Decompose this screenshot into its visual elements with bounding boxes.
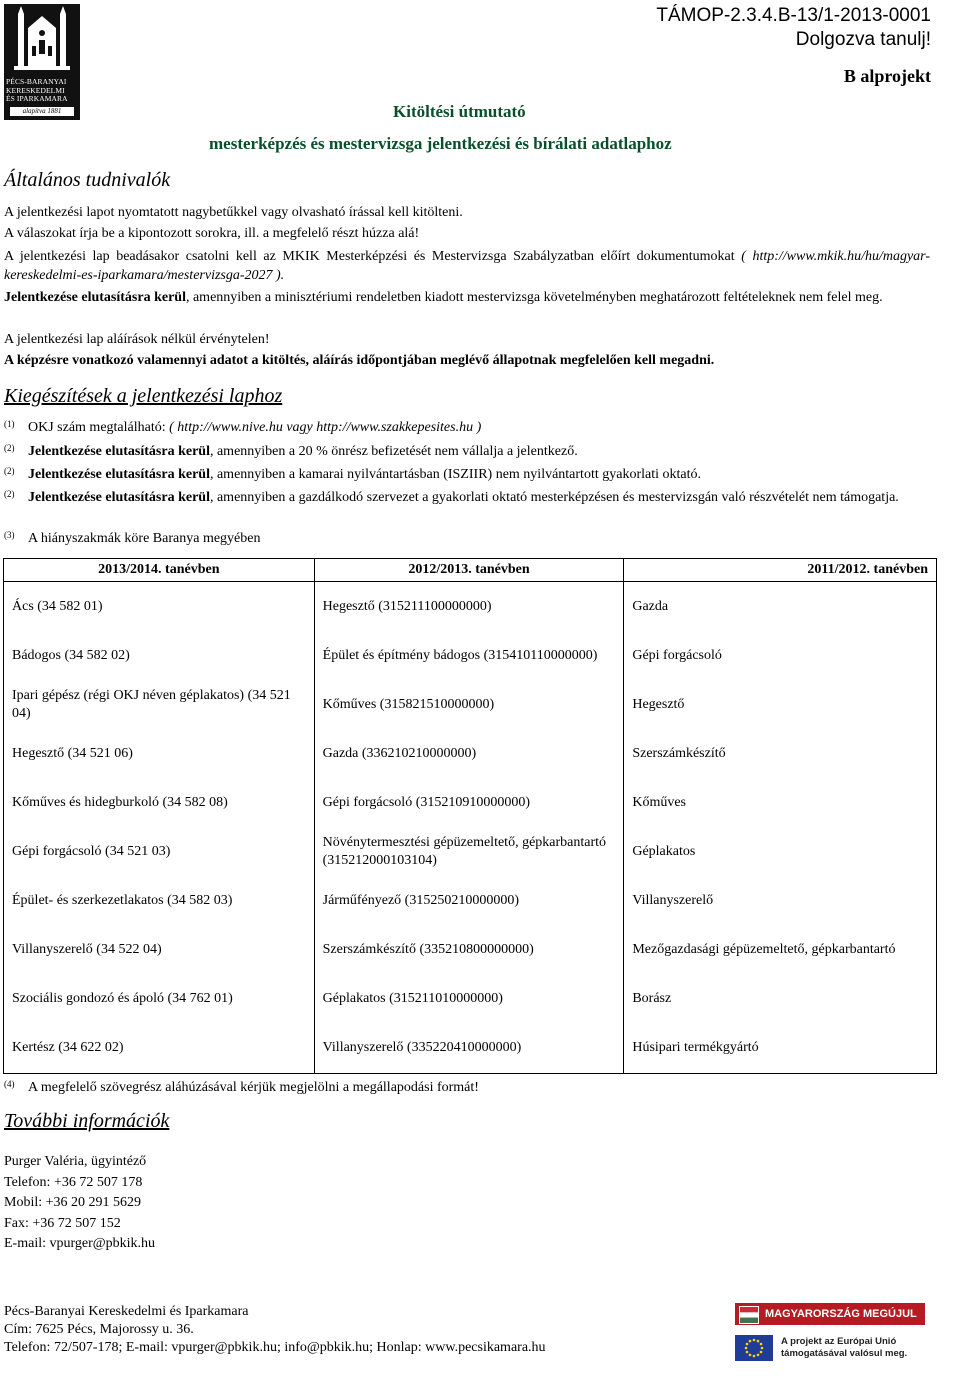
hungary-renews-banner: MAGYARORSZÁG MEGÚJUL (735, 1303, 925, 1325)
rejection-bold: Jelentkezése elutasításra kerül (28, 444, 210, 459)
table-cell: Borász (624, 975, 937, 1024)
note-marker: (2) (4, 489, 15, 499)
document-title: Kitöltési útmutató (393, 102, 526, 121)
project-code: TÁMOP-2.3.4.B-13/1-2013-0001 (656, 5, 931, 26)
note-marker: (2) (4, 466, 15, 476)
note-marker: (1) (4, 419, 15, 429)
table-cell: Hegesztő (34 521 06) (4, 730, 315, 779)
general-p6: A képzésre vonatkozó valamennyi adatot a kitöltés, aláírás időpontjában meglévő állapotnak megfelelően kell megadni. (4, 353, 715, 368)
table-cell: Gépi forgácsoló (315210910000000) (314, 779, 624, 828)
table-cell: Növénytermesztési gépüzemeltető, gépkarbantartó (315212000103104) (314, 828, 624, 877)
supplements-heading: Kiegészítések a jelentkezési laphoz (4, 385, 283, 407)
table-cell: Villanyszerelő (335220410000000) (314, 1024, 624, 1074)
general-p4 (4, 288, 930, 307)
eu-support-banner (735, 1331, 925, 1365)
table-header-2011: 2011/2012. tanévben (624, 559, 937, 582)
table-row (4, 877, 937, 926)
contact-mobile: Mobil: +36 20 291 5629 (4, 1195, 142, 1210)
table-cell: Gépi forgácsoló (34 521 03) (4, 828, 315, 877)
table-cell: Géplakatos (315211010000000) (314, 975, 624, 1024)
supplement-note-3 (4, 529, 930, 548)
table-cell: Szerszámkészítő (624, 730, 937, 779)
footer-contact: Telefon: 72/507-178; E-mail: vpurger@pbkik.hu; info@pbkik.hu; Honlap: www.pecsikamara.hu (4, 1340, 546, 1355)
supplement-note-2c (4, 488, 930, 507)
shortage-professions-table (3, 558, 937, 1074)
chamber-logo (4, 4, 80, 120)
document-subtitle: mesterképzés és mestervizsga jelentkezési és bírálati adatlaphoz (209, 134, 672, 153)
table-cell: Bádogos (34 582 02) (4, 632, 315, 681)
table-cell: Járműfényező (315250210000000) (314, 877, 624, 926)
general-p3-text: A jelentkezési lap beadásakor csatolni kell az MKIK Mesterképzési és Mestervizsga Szabályzatban előírt dokumentumokat (4, 249, 735, 264)
contact-name: Purger Valéria, ügyintéző (4, 1154, 147, 1169)
table-row (4, 828, 937, 877)
more-info-heading: További információk (4, 1110, 170, 1132)
table-cell: Géplakatos (624, 828, 937, 877)
table-cell: Épület és építmény bádogos (315410110000000) (314, 632, 624, 681)
note-text: , amennyiben a kamarai nyilvántartásban (ISZIIR) nem nyilvántartott gyakorlati oktató. (209, 467, 701, 482)
general-p3 (4, 247, 930, 285)
table-header-2012: 2012/2013. tanévben (314, 559, 624, 582)
footer-address: Cím: 7625 Pécs, Majorossy u. 36. (4, 1322, 194, 1337)
note-text: , amennyiben a gazdálkodó szervezet a gyakorlati oktató mesterképzésen és mestervizsgán való részvételét nem támogatja. (209, 490, 899, 505)
table-cell: Hegesztő (624, 681, 937, 730)
project-slogan: Dolgozva tanulj! (795, 29, 931, 50)
contact-fax: Fax: +36 72 507 152 (4, 1215, 121, 1231)
note-text: A megfelelő szövegrész aláhúzásával kérjük megjelölni a megállapodási formát! (28, 1080, 479, 1095)
table-cell: Kertész (34 622 02) (4, 1024, 315, 1074)
note-marker: (2) (4, 443, 15, 453)
note-marker: (3) (4, 530, 15, 540)
table-cell: Húsipari termékgyártó (624, 1024, 937, 1074)
contact-email[interactable]: E-mail: vpurger@pbkik.hu (4, 1236, 156, 1251)
table-row (4, 681, 937, 730)
funding-badge (735, 1303, 925, 1369)
table-cell: Villanyszerelő (34 522 04) (4, 926, 315, 975)
rejection-bold: Jelentkezése elutasításra kerül (4, 290, 186, 305)
okj-links[interactable]: ( http://www.nive.hu vagy http://www.szakkepesites.hu ) (169, 420, 482, 435)
eu-flag-icon (735, 1335, 773, 1361)
eu-support-text: A projekt az Európai Unió támogatásával valósul meg. (781, 1336, 908, 1359)
table-cell: Villanyszerelő (624, 877, 937, 926)
note-text: A hiányszakmák köre Baranya megyében (28, 531, 261, 546)
more-info-heading-wrap (4, 1110, 169, 1133)
table-cell: Kőműves és hidegburkoló (34 582 08) (4, 779, 315, 828)
table-cell: Épület- és szerkezetlakatos (34 582 03) (4, 877, 315, 926)
general-p5: A jelentkezési lap aláírások nélkül érvénytelen! (4, 332, 270, 347)
table-cell: Mezőgazdasági gépüzemeltető, gépkarbantartó (624, 926, 937, 975)
table-cell: Hegesztő (315211100000000) (314, 582, 624, 632)
table-cell: Ipari gépész (régi OKJ néven géplakatos) (34 521 04) (4, 681, 315, 730)
table-cell: Ács (34 582 01) (4, 582, 315, 632)
table-row (4, 730, 937, 779)
general-p1: A jelentkezési lapot nyomtatott nagybetűkkel vagy olvasható írással kell kitölteni. (4, 205, 463, 220)
hungarian-flag-icon (739, 1306, 759, 1324)
table-row (4, 632, 937, 681)
contact-block (4, 1152, 155, 1255)
table-row (4, 975, 937, 1024)
table-cell: Gazda (336210210000000) (314, 730, 624, 779)
footer (4, 1303, 546, 1357)
table-cell: Szociális gondozó és ápoló (34 762 01) (4, 975, 315, 1024)
table-cell: Gazda (624, 582, 937, 632)
table-row (4, 779, 937, 828)
general-p2: A válaszokat írja be a kipontozott sorokra, ill. a megfelelő részt húzza alá! (4, 226, 420, 241)
subproject-label: B alprojekt (843, 66, 931, 86)
supplement-note-2b (4, 465, 930, 484)
chamber-logo-since: alapítva 1881 (10, 107, 74, 116)
supplement-note-1 (4, 418, 930, 437)
rejection-bold: Jelentkezése elutasításra kerül (28, 490, 210, 505)
footer-org: Pécs-Baranyai Kereskedelmi és Iparkamara (4, 1304, 249, 1319)
note-text: , amennyiben a 20 % önrész befizetését nem vállalja a jelentkező. (209, 444, 578, 459)
table-row (4, 582, 937, 632)
general-info-heading: Általános tudnivalók (4, 169, 171, 191)
rejection-bold: Jelentkezése elutasításra kerül (28, 467, 210, 482)
supplements-heading-wrap (4, 385, 282, 408)
project-header (656, 4, 931, 52)
table-cell: Kőműves (315821510000000) (314, 681, 624, 730)
table-header-2013: 2013/2014. tanévben (4, 559, 315, 582)
supplement-note-2a (4, 442, 930, 461)
contact-phone: Telefon: +36 72 507 178 (4, 1174, 143, 1190)
note-marker: (4) (4, 1079, 15, 1089)
table-cell: Kőműves (624, 779, 937, 828)
table-cell: Szerszámkészítő (335210800000000) (314, 926, 624, 975)
chamber-logo-text: PÉCS-BARANYAI KERESKEDELMI ÉS IPARKAMARA (6, 77, 68, 104)
table-row (4, 1024, 937, 1074)
table-row (4, 926, 937, 975)
mkik-link[interactable]: ( http://www.mkik.hu/hu/magyar-kereskedelmi-es-iparkamara/mestervizsga-2027 ). (4, 249, 931, 283)
supplement-note-4 (4, 1078, 930, 1097)
note-text: OKJ szám megtalálható: (28, 420, 170, 435)
table-cell: Gépi forgácsoló (624, 632, 937, 681)
general-p4-rest: , amennyiben a minisztériumi rendeletben kiadott mestervizsga követelményben meghatározott feltételeknek nem felel meg. (185, 290, 883, 305)
cathedral-icon (4, 6, 80, 78)
